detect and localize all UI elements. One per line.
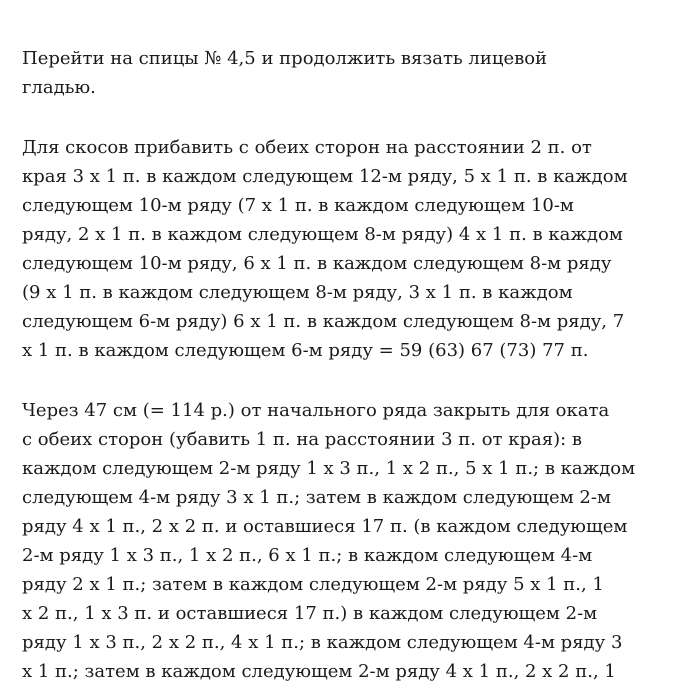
text-line: ряду, 2 х 1 п. в каждом следующем 8-м ряду) 4 х 1 п. в каждом [22, 224, 623, 245]
text-line: ряду 1 х 3 п., 2 х 2 п., 4 х 1 п.; в каждом следующем 4-м ряду 3 [22, 632, 623, 653]
paragraph-sleeve-cap-decreases [22, 396, 677, 686]
text-line: (9 х 1 п. в каждом следующем 8-м ряду, 3 х 1 п. в каждом [22, 282, 573, 303]
text-line: Перейти на спицы № 4,5 и продолжить вязать лицевой [22, 48, 548, 69]
text-line: ряду 2 х 1 п.; затем в каждом следующем 2-м ряду 5 х 1 п., 1 [22, 574, 604, 595]
text-line: х 2 п., 1 х 3 п. и оставшиеся 17 п.) в каждом следующем 2-м [22, 603, 598, 624]
text-line: следующем 6-м ряду) 6 х 1 п. в каждом следующем 8-м ряду, 7 [22, 311, 625, 332]
text-line: следующем 10-м ряду (7 х 1 п. в каждом следующем 10-м [22, 195, 574, 216]
text-line: следующем 4-м ряду 3 х 1 п.; затем в каждом следующем 2-м [22, 487, 611, 508]
text-line: с обеих сторон (убавить 1 п. на расстоянии 3 п. от края): в [22, 429, 583, 450]
text-line: Для скосов прибавить с обеих сторон на расстоянии 2 п. от [22, 137, 592, 158]
text-line: х 1 п.; затем в каждом следующем 2-м ряду 4 х 1 п., 2 х 2 п., 1 [22, 661, 616, 682]
text-line: края 3 х 1 п. в каждом следующем 12-м ряду, 5 х 1 п. в каждом [22, 166, 628, 187]
paragraph-bevel-increases [22, 133, 677, 365]
text-line: каждом следующем 2-м ряду 1 х 3 п., 1 х 2 п., 5 х 1 п.; в каждом [22, 458, 636, 479]
text-line: ряду 4 х 1 п., 2 х 2 п. и оставшиеся 17 п. (в каждом следующем [22, 516, 628, 537]
text-line: следующем 10-м ряду, 6 х 1 п. в каждом следующем 8-м ряду [22, 253, 612, 274]
text-line: гладью. [22, 77, 96, 98]
text-line: 2-м ряду 1 х 3 п., 1 х 2 п., 6 х 1 п.; в каждом следующем 4-м [22, 545, 593, 566]
text-line: х 1 п. в каждом следующем 6-м ряду = 59 (63) 67 (73) 77 п. [22, 340, 589, 361]
text-line: Через 47 см (= 114 р.) от начального ряда закрыть для оката [22, 400, 610, 421]
paragraph-needles-switch [22, 44, 677, 102]
